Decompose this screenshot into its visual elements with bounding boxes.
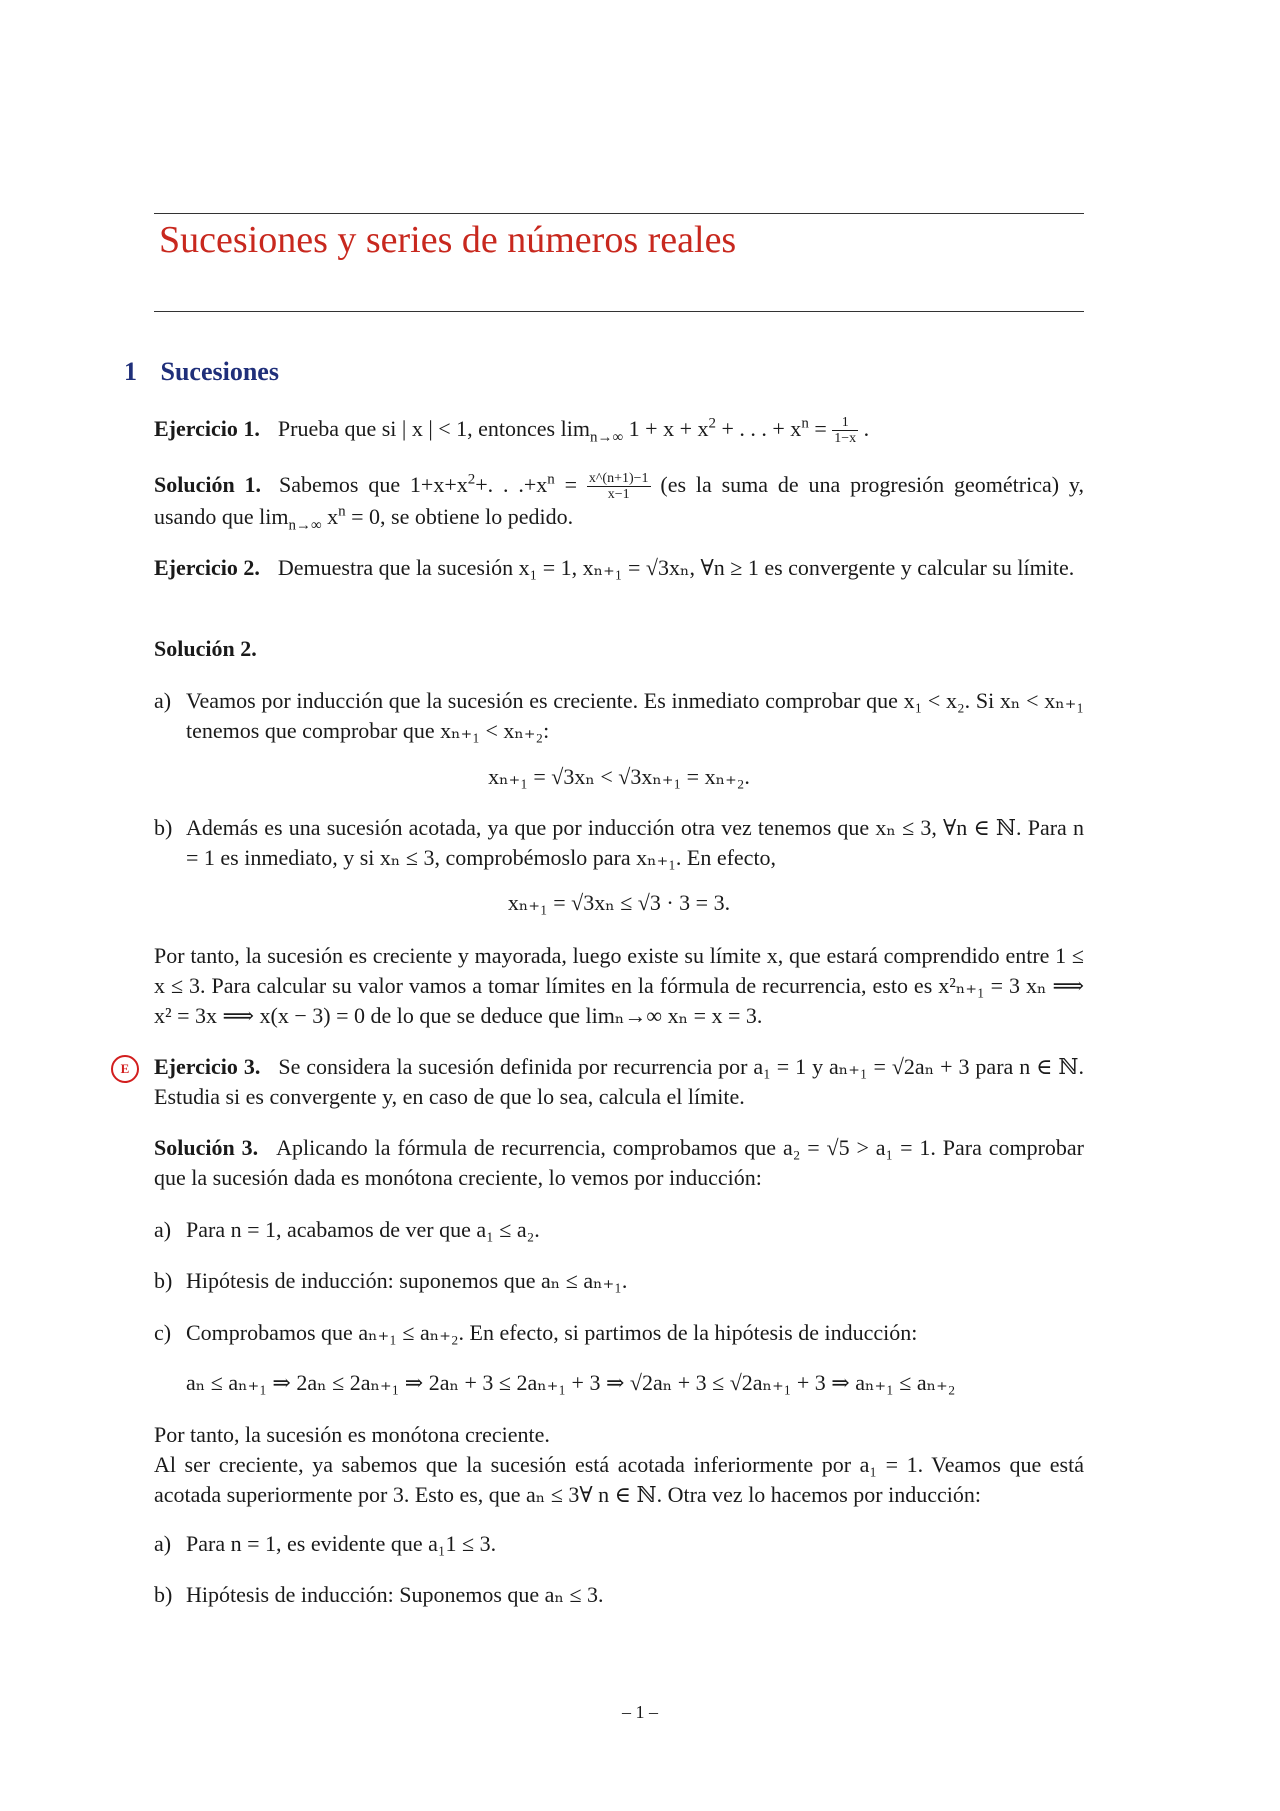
item-label: a): [154, 1217, 172, 1242]
exponent: 2: [708, 415, 716, 432]
solution-2-label: Solución 2.: [154, 636, 257, 661]
fraction-numerator: 1: [832, 415, 858, 431]
exercise-3-text: Se considera la sucesión definida por recurrencia por a₁ = 1 y aₙ₊₁ = √2aₙ + 3 para n ∈ ℕ. Estudia si es convergente y, en caso de que lo sea, calcula el límite.: [154, 1054, 1084, 1109]
solution-3-paragraph-2: Al ser creciente, ya sabemos que la sucesión está acotada inferiormente por a₁ = 1. Veamos que está acotada superiormente por 3. Esto es, que aₙ ≤ 3∀ n ∈ ℕ. Otra vez lo hacemos por inducción:: [154, 1452, 1084, 1507]
lim-subscript: n→∞: [288, 517, 322, 534]
exponent: n: [801, 415, 809, 432]
fraction-numerator: x^(n+1)−1: [588, 471, 649, 487]
solution-1-text4: (es la suma de una progresión geométrica) y, usando que lim: [154, 472, 1084, 530]
page-number: – 1 –: [622, 1702, 658, 1722]
solution-1-text6: = 0, se obtiene lo pedido.: [345, 504, 574, 530]
item-text: Para n = 1, es evidente que a₁1 ≤ 3.: [186, 1531, 497, 1556]
exercise-1: [154, 414, 1084, 446]
item-label: b): [154, 815, 173, 840]
solution-1-text5: x: [321, 504, 339, 530]
item-text: Comprobamos que aₙ₊₁ ≤ aₙ₊₂. En efecto, si partimos de la hipótesis de inducción:: [186, 1320, 918, 1345]
page-title: Sucesiones y series de números reales: [159, 219, 737, 261]
section-title: Sucesiones: [160, 357, 279, 386]
exercise-1-text4: =: [808, 416, 833, 441]
solution-2-item-b: [154, 813, 1084, 873]
exercise-2-text: Demuestra que la sucesión x₁ = 1, xₙ₊₁ = √3xₙ, ∀n ≥ 1 es convergente y calcular su límite.: [277, 555, 1075, 580]
exponent: 2: [467, 471, 476, 488]
solution-3-text: Aplicando la fórmula de recurrencia, comprobamos que a₂ = √5 > a₁ = 1. Para comprobar que la sucesión dada es monótona creciente, lo vemos por inducción:: [154, 1135, 1084, 1190]
exercise-marker-badge: E: [111, 1055, 139, 1083]
exercise-3: [154, 1052, 1084, 1112]
exercise-2-label: Ejercicio 2.: [154, 555, 260, 580]
solution-1-text3: =: [554, 472, 587, 497]
item-label: c): [154, 1320, 172, 1345]
item-label: a): [154, 1531, 172, 1556]
solution-3: [154, 1133, 1084, 1193]
solution-1-label: Solución 1.: [154, 472, 262, 497]
item-text: Para n = 1, acabamos de ver que a₁ ≤ a₂.: [186, 1217, 540, 1242]
solution-3-item-b: [154, 1266, 1084, 1296]
item-label: b): [154, 1582, 173, 1607]
item-text: Veamos por inducción que la sucesión es creciente. Es inmediato comprobar que x₁ < x₂. Si xₙ < xₙ₊₁ tenemos que comprobar que xₙ₊₁ < xₙ₊₂:: [186, 688, 1084, 743]
title-rule-bottom: [154, 311, 1084, 312]
item-text: Además es una sucesión acotada, ya que por inducción otra vez tenemos que xₙ ≤ 3, ∀n ∈ ℕ. Para n = 1 es inmediato, y si xₙ ≤ 3, comprobémoslo para xₙ₊₁. En efecto,: [186, 815, 1084, 870]
title-rule-top: [154, 213, 1084, 214]
solution-1: [154, 470, 1084, 532]
exercise-1-end: .: [858, 416, 870, 441]
fraction-denominator: x−1: [607, 487, 630, 503]
solution-1-text: Sabemos que 1+x+x: [279, 472, 468, 497]
exercise-2: [154, 553, 1084, 583]
solution-3-item-c: [154, 1318, 1084, 1348]
equation-3: aₙ ≤ aₙ₊₁ ⇒ 2aₙ ≤ 2aₙ₊₁ ⇒ 2aₙ + 3 ≤ 2aₙ₊₁ + 3 ⇒ √2aₙ + 3 ≤ √2aₙ₊₁ + 3 ⇒ aₙ₊₁ ≤ aₙ₊₂: [186, 1370, 956, 1395]
item-label: a): [154, 688, 172, 713]
exercise-3-label: Ejercicio 3.: [154, 1054, 261, 1079]
exercise-1-label: Ejercicio 1.: [154, 416, 260, 441]
lim-subscript: n→∞: [589, 429, 624, 446]
solution-3-item-a: [154, 1215, 1084, 1245]
solution-2-conclusion: Por tanto, la sucesión es creciente y mayorada, luego existe su límite x, que estará comprendido entre 1 ≤ x ≤ 3. Para calcular su valor vamos a tomar límites en la fórmula de recurrencia, esto es x²ₙ₊₁ = 3 xₙ ⟹ x² = 3x ⟹ x(x − 3) = 0 de lo que se deduce que limₙ→∞ xₙ = x = 3.: [154, 943, 1084, 1028]
exercise-1-text2: 1 + x + x: [628, 416, 709, 441]
equation-1: xₙ₊₁ = √3xₙ < √3xₙ₊₁ = xₙ₊₂.: [488, 764, 750, 789]
solution-2: [154, 634, 1084, 664]
exercise-1-text3: + . . . + x: [715, 416, 802, 441]
exponent: n: [547, 471, 555, 488]
section-number: 1: [124, 357, 137, 386]
fraction: [587, 471, 651, 502]
item-text: Hipótesis de inducción: Suponemos que aₙ ≤ 3.: [186, 1582, 604, 1607]
equation-2: xₙ₊₁ = √3xₙ ≤ √3 · 3 = 3.: [507, 890, 731, 915]
fraction: [832, 415, 858, 446]
exercise-1-text: Prueba que si | x | < 1, entonces lim: [277, 416, 590, 441]
solution-1-text2: +. . .+x: [475, 472, 548, 497]
item-text: Hipótesis de inducción: suponemos que aₙ ≤ aₙ₊₁.: [186, 1268, 628, 1293]
solution-3-label: Solución 3.: [154, 1135, 259, 1160]
exponent: n: [338, 504, 346, 521]
section-heading: [124, 357, 279, 387]
solution-3-paragraph-1: Por tanto, la sucesión es monótona creciente.: [154, 1422, 550, 1447]
solution-3-item-e: [154, 1580, 1084, 1610]
solution-2-item-a: [154, 686, 1084, 746]
item-label: b): [154, 1268, 173, 1293]
solution-3-item-d: [154, 1529, 1084, 1559]
fraction-denominator: 1−x: [834, 431, 857, 447]
